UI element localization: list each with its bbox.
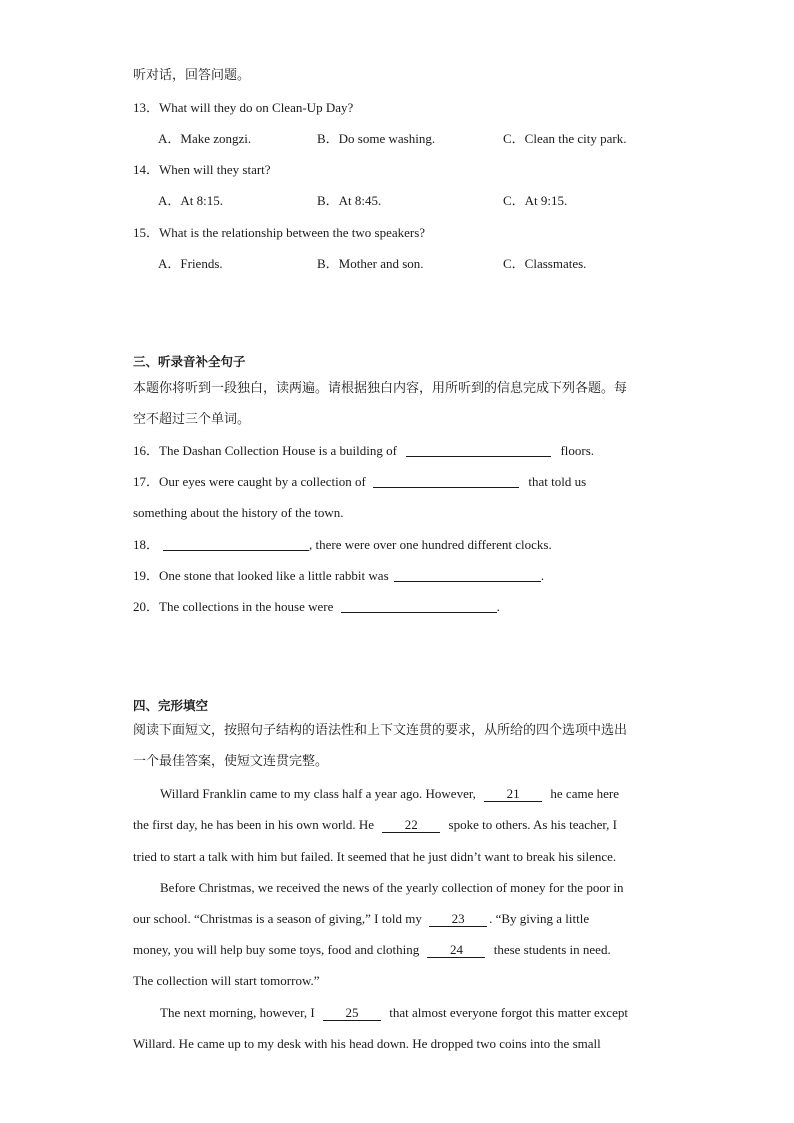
- passage-p2-line2: our school. “Christmas is a season of giving,” I told my 23 . “By giving a little: [133, 911, 590, 926]
- option-14c: C．At 9:15.: [503, 193, 568, 208]
- question-text: What will they do on Clean-Up Day?: [159, 100, 354, 115]
- listen-instruction: 听对话，回答问题。: [133, 68, 251, 83]
- passage-p2-line1: Before Christmas, we received the news of the yearly collection of money for the poor in: [160, 880, 624, 895]
- option-13b: B．Do some washing.: [317, 131, 436, 146]
- answer-blank-17[interactable]: [373, 474, 519, 488]
- section-3-intro-line1: 本题你将听到一段独白，读两遍。请根据独白内容，用所听到的信息完成下列各题。每: [133, 381, 628, 396]
- passage-p3-line2: Willard. He came up to my desk with his head down. He dropped two coins into the small: [133, 1036, 601, 1051]
- question-number: 14．: [133, 162, 160, 177]
- question-17-continued: something about the history of the town.: [133, 505, 344, 520]
- question-16: 16．The Dashan Collection House is a building of floors.: [133, 443, 595, 458]
- passage-p2-line3: money, you will help buy some toys, food and clothing 24 these students in need.: [133, 942, 611, 957]
- section-4-intro-line1: 阅读下面短文，按照句子结构的语法性和上下文连贯的要求，从所给的四个选项中选出: [133, 723, 628, 738]
- question-number: 15．: [133, 225, 160, 240]
- cloze-blank-21[interactable]: 21: [484, 787, 542, 802]
- option-13c: C．Clean the city park.: [503, 131, 627, 146]
- option-14b: B．At 8:45.: [317, 193, 382, 208]
- cloze-blank-25[interactable]: 25: [323, 1006, 381, 1021]
- passage-p1-line3: tried to start a talk with him but failed. It seemed that he just didn’t want to break his silence.: [133, 849, 617, 864]
- question-13: [133, 99, 353, 117]
- answer-blank-20[interactable]: [341, 599, 497, 613]
- question-15: [133, 224, 425, 242]
- question-number: 13．: [133, 100, 160, 115]
- question-17: 17．Our eyes were caught by a collection of that told us: [133, 474, 587, 489]
- question-20: 20．The collections in the house were .: [133, 599, 500, 614]
- question-text: What is the relationship between the two speakers?: [159, 225, 426, 240]
- option-13a: A．Make zongzi.: [158, 131, 252, 146]
- cloze-blank-23[interactable]: 23: [429, 912, 487, 927]
- option-14a: A．At 8:15.: [158, 193, 224, 208]
- question-text: When will they start?: [159, 162, 271, 177]
- section-4-title: 四、完形填空: [133, 698, 209, 713]
- passage-p1-line2: the first day, he has been in his own world. He 22 spoke to others. As his teacher, I: [133, 817, 617, 832]
- cloze-blank-22[interactable]: 22: [382, 818, 440, 833]
- option-15a: A．Friends.: [158, 256, 223, 271]
- section-3-intro-line2: 空不超过三个单词。: [133, 412, 251, 427]
- question-18: 18． , there were over one hundred different clocks.: [133, 537, 552, 552]
- option-15b: B．Mother and son.: [317, 256, 424, 271]
- answer-blank-16[interactable]: [406, 443, 551, 457]
- section-3-title: 三、听录音补全句子: [133, 354, 246, 369]
- passage-p3-line1: The next morning, however, I 25 that almost everyone forgot this matter except: [160, 1005, 628, 1020]
- section-4-intro-line2: 一个最佳答案，使短文连贯完整。: [133, 754, 329, 769]
- passage-p1-line1: Willard Franklin came to my class half a year ago. However, 21 he came here: [160, 786, 619, 801]
- passage-p2-line4: The collection will start tomorrow.”: [133, 973, 320, 988]
- cloze-blank-24[interactable]: 24: [427, 943, 485, 958]
- question-19: 19．One stone that looked like a little rabbit was .: [133, 568, 545, 583]
- option-15c: C．Classmates.: [503, 256, 587, 271]
- question-14: [133, 161, 271, 179]
- answer-blank-19[interactable]: [394, 568, 541, 582]
- answer-blank-18[interactable]: [163, 537, 309, 551]
